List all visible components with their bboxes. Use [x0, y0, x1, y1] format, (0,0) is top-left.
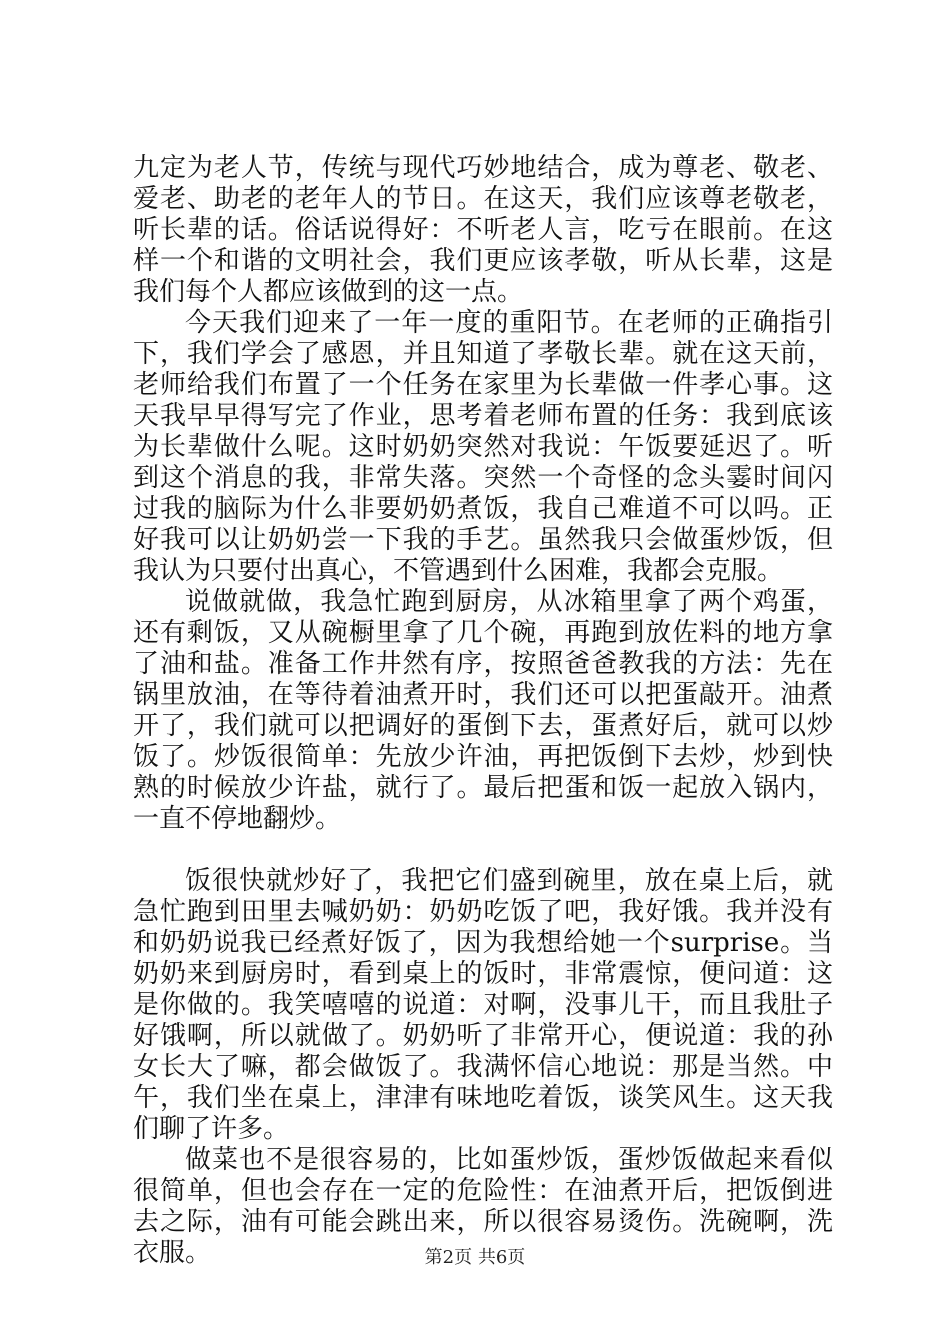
paragraph-5: 做菜也不是很容易的，比如蛋炒饭，蛋炒饭做起来看似很简单，但也会存在一定的危险性：在油煮开后，把饭倒进去之际，油有可能会跳出来，所以很容易烫伤。洗碗啊，洗衣服。: [133, 1145, 833, 1268]
document-body: [133, 153, 833, 1269]
paragraph-1: 九定为老人节，传统与现代巧妙地结合，成为尊老、敬老、爱老、助老的老年人的节日。在这天，我们应该尊老敬老，听长辈的话。俗话说得好：不听老人言，吃亏在眼前。在这样一个和谐的文明社会，我们更应该孝敬，听从长辈，这是我们每个人都应该做到的这一点。: [133, 153, 833, 307]
paragraph-3: 说做就做，我急忙跑到厨房，从冰箱里拿了两个鸡蛋，还有剩饭，又从碗橱里拿了几个碗，再跑到放佐料的地方拿了油和盐。准备工作井然有序，按照爸爸教我的方法：先在锅里放油，在等待着油煮开时，我们还可以把蛋敲开。油煮开了，我们就可以把调好的蛋倒下去，蛋煮好后，就可以炒饭了。炒饭很简单：先放少许油，再把饭倒下去炒，炒到快熟的时候放少许盐，就行了。最后把蛋和饭一起放入锅内，一直不停地翻炒。: [133, 587, 833, 834]
page-number-footer: 第2页 共6页: [424, 1247, 526, 1268]
paragraph-2: 今天我们迎来了一年一度的重阳节。在老师的正确指引下，我们学会了感恩，并且知道了孝敬长辈。就在这天前，老师给我们布置了一个任务在家里为长辈做一件孝心事。这天我早早得写完了作业，思考着老师布置的任务：我到底该为长辈做什么呢。这时奶奶突然对我说：午饭要延迟了。听到这个消息的我，非常失落。突然一个奇怪的念头霎时间闪过我的脑际为什么非要奶奶煮饭，我自己难道不可以吗。正好我可以让奶奶尝一下我的手艺。虽然我只会做蛋炒饭，但我认为只要付出真心，不管遇到什么困难，我都会克服。: [133, 308, 833, 586]
paragraph-4: 饭很快就炒好了，我把它们盛到碗里，放在桌上后，就急忙跑到田里去喊奶奶：奶奶吃饭了吧，我好饿。我并没有和奶奶说我已经煮好饭了，因为我想给她一个surprise。当奶奶来到厨房时，看到桌上的饭时，非常震惊，便问道：这是你做的。我笑嘻嘻的说道：对啊，没事儿干，而且我肚子好饿啊，所以就做了。奶奶听了非常开心，便说道：我的孙女长大了嘛，都会做饭了。我满怀信心地说：那是当然。中午，我们坐在桌上，津津有味地吃着饭，谈笑风生。这天我们聊了许多。: [133, 866, 833, 1144]
